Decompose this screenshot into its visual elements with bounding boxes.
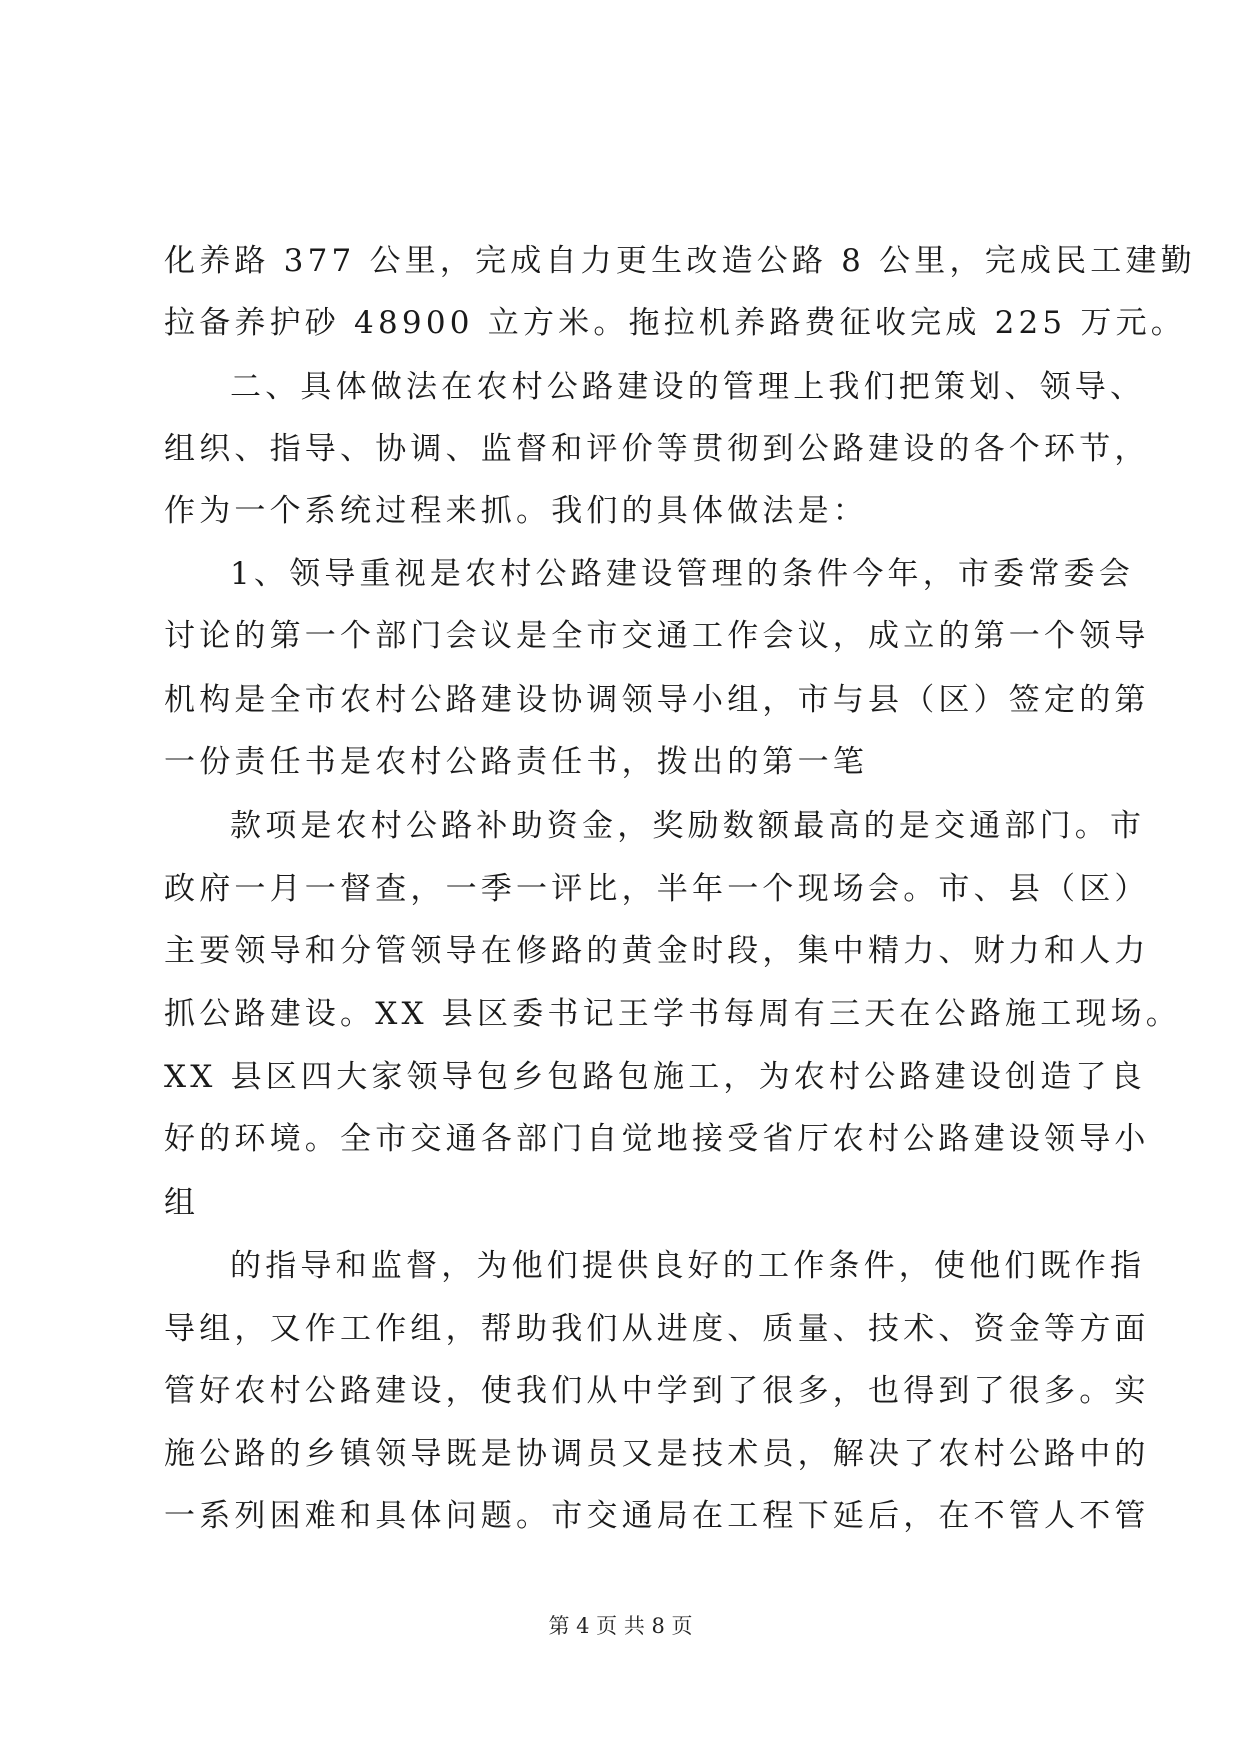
body-line: 导组，又作工作组，帮助我们从进度、质量、技术、资金等方面 bbox=[164, 1311, 1150, 1347]
body-line: 讨论的第一个部门会议是全市交通工作会议，成立的第一个领导 bbox=[164, 618, 1150, 654]
body-line: 管好农村公路建设，使我们从中学到了很多，也得到了很多。实 bbox=[164, 1373, 1150, 1409]
body-line: 主要领导和分管领导在修路的黄金时段，集中精力、财力和人力 bbox=[164, 933, 1150, 969]
body-line: 作为一个系统过程来抓。我们的具体做法是： bbox=[164, 493, 868, 529]
body-line: 拉备养护砂 48900 立方米。拖拉机养路费征收完成 225 万元。 bbox=[164, 305, 1186, 341]
body-line: 政府一月一督查，一季一评比，半年一个现场会。市、县（区） bbox=[164, 871, 1150, 907]
body-line: 抓公路建设。XX 县区委书记王学书每周有三天在公路施工现场。 bbox=[164, 996, 1181, 1032]
body-line: XX 县区四大家领导包乡包路包施工，为农村公路建设创造了良 bbox=[164, 1059, 1146, 1095]
page-number-footer: 第 4 页 共 8 页 bbox=[548, 1614, 693, 1638]
paragraph-first-line: 二、具体做法在农村公路建设的管理上我们把策划、领导、 bbox=[230, 369, 1146, 405]
paragraph-first-line: 1、领导重视是农村公路建设管理的条件今年，市委常委会 bbox=[230, 556, 1134, 592]
paragraph-first-line: 的指导和监督，为他们提供良好的工作条件，使他们既作指 bbox=[230, 1248, 1146, 1284]
paragraph-first-line: 款项是农村公路补助资金，奖励数额最高的是交通部门。市 bbox=[230, 808, 1146, 844]
body-line: 施公路的乡镇领导既是协调员又是技术员，解决了农村公路中的 bbox=[164, 1436, 1150, 1472]
body-line: 组 bbox=[164, 1185, 200, 1221]
body-line: 机构是全市农村公路建设协调领导小组，市与县（区）签定的第 bbox=[164, 682, 1150, 718]
body-line: 好的环境。全市交通各部门自觉地接受省厅农村公路建设领导小 bbox=[164, 1121, 1150, 1157]
body-line: 组织、指导、协调、监督和评价等贯彻到公路建设的各个环节， bbox=[164, 431, 1150, 467]
body-line: 化养路 377 公里，完成自力更生改造公路 8 公里，完成民工建勤 bbox=[164, 243, 1196, 279]
body-line: 一份责任书是农村公路责任书，拨出的第一笔 bbox=[164, 744, 868, 780]
body-line: 一系列困难和具体问题。市交通局在工程下延后，在不管人不管 bbox=[164, 1498, 1150, 1534]
